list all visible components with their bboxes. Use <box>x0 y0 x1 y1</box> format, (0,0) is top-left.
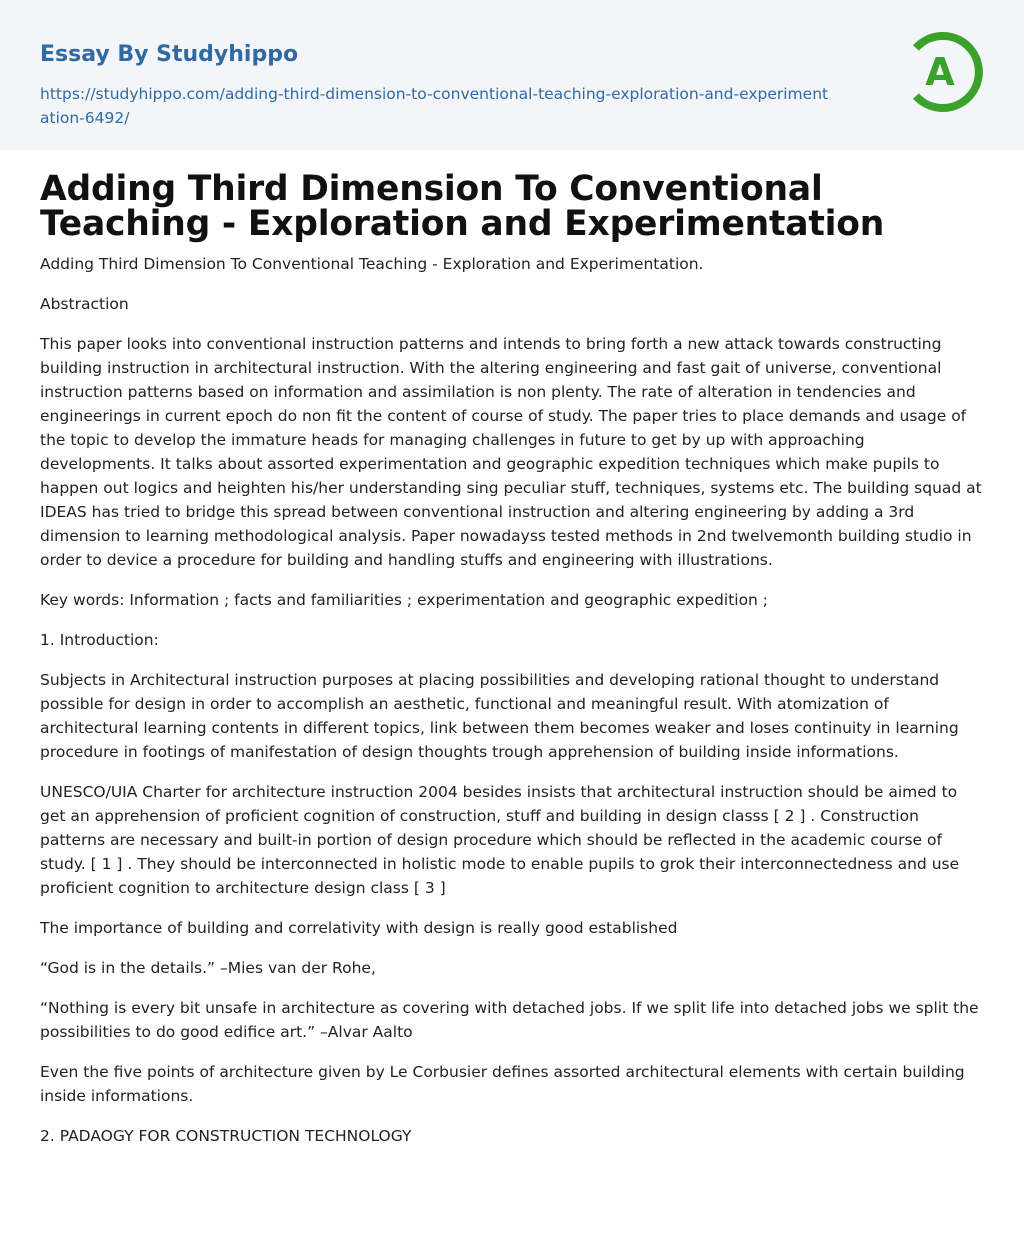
logo-letter: A <box>925 50 955 94</box>
article-paragraph: Subjects in Architectural instruction purposes at placing possibilities and developing rational thought to understand possible for design in order to accomplish an aesthetic, functional and meaningful result. With atomization of architectural learning contents in different topics, link between them becomes weaker and loses continuity in learning procedure in footings of manifestation of design thoughts trough apprehension of building inside informations. <box>40 671 959 761</box>
source-url-link[interactable]: https://studyhippo.com/adding-third-dimension-to-conventional-teaching-exploration-and-experimentation-6492/ <box>40 85 829 127</box>
article-paragraph: UNESCO/UIA Charter for architecture instruction 2004 besides insists that architectural instruction should be aimed to get an apprehension of proficient cognition of construction, stuff and building in design classs [ 2 ] . Construction patterns are necessary and built-in portion of design procedure which should be reflected in the academic course of study. [ 1 ] . They should be interconnected in holistic mode to enable pupils to grok their interconnectedness and use proficient cognition to architecture design class [ 3 ] <box>40 783 960 897</box>
site-header <box>0 0 1024 150</box>
site-brand[interactable]: Essay By Studyhippo <box>40 42 299 67</box>
article-title: Adding Third Dimension To Conventional Teaching - Exploration and Experimentation <box>40 169 885 244</box>
article-paragraph: Even the five points of architecture given by Le Corbusier defines assorted architectural elements with certain building inside informations. <box>40 1063 965 1105</box>
article-paragraph: Adding Third Dimension To Conventional Teaching - Exploration and Experimentation. <box>40 255 704 273</box>
article-quote: “Nothing is every bit unsafe in architecture as covering with detached jobs. If we split life into detached jobs we split the possibilities to do good edifice art.” –Alvar Aalto <box>40 999 979 1041</box>
studyhippo-logo-icon[interactable] <box>908 28 988 116</box>
article-paragraph: This paper looks into conventional instruction patterns and intends to bring forth a new attack towards constructing building instruction in architectural instruction. With the altering engineering and fast gait of universe, conventional instruction patterns based on information and assimilation is non plenty. The rate of alteration in tendencies and engineerings in current epoch do non fit the content of course of study. The paper tries to place demands and usage of the topic to develop the immature heads for managing challenges in future to get by up with approaching developments. It talks about assorted experimentation and geographic expedition techniques which make pupils to happen out logics and heighten his/her understanding sing peculiar stuff, techniques, systems etc. The building squad at IDEAS has tried to bridge this spread between conventional instruction and altering engineering by adding a 3rd dimension to learning methodological analysis. Paper nowadayss tested methods in 2nd twelvemonth building studio in order to device a procedure for building and handling stuffs and engineering with illustrations. <box>40 335 982 569</box>
section-heading: 2. PADAOGY FOR CONSTRUCTION TECHNOLOGY <box>40 1127 412 1145</box>
article-paragraph: Key words: Information ; facts and familiarities ; experimentation and geographic expedition ; <box>40 591 769 609</box>
article-paragraph: The importance of building and correlativity with design is really good established <box>40 919 678 937</box>
article-quote: “God is in the details.” –Mies van der Rohe, <box>40 959 376 977</box>
article-paragraph: 1. Introduction: <box>40 631 159 649</box>
article-body <box>0 169 1024 1148</box>
article-paragraph: Abstraction <box>40 295 129 313</box>
